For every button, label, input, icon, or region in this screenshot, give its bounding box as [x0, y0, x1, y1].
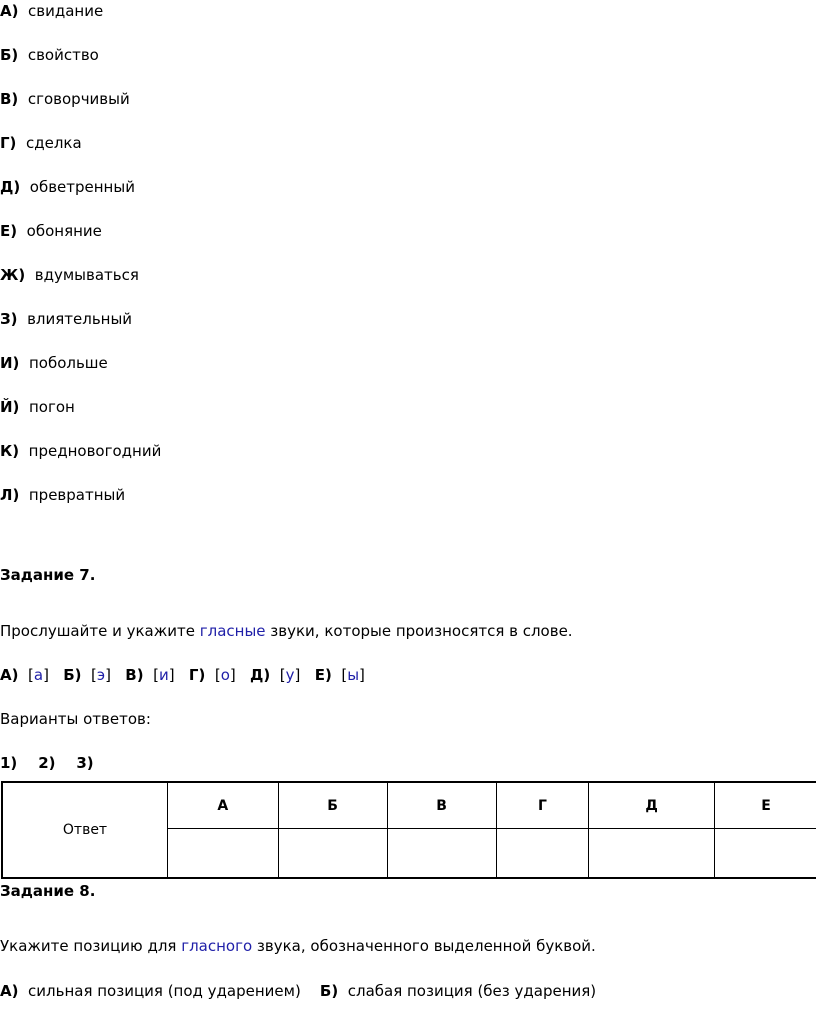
- sound-value[interactable]: у: [285, 666, 295, 684]
- answer-column-header: Д: [589, 782, 715, 829]
- word-letter: В): [0, 90, 19, 108]
- answer-cell[interactable]: [387, 829, 496, 879]
- sound-letter: А): [0, 666, 19, 684]
- word-letter: З): [0, 310, 18, 328]
- variants-label: Варианты ответов:: [0, 710, 151, 728]
- task8-instruction: [0, 937, 596, 955]
- task8-title: Задание 8.: [0, 882, 96, 900]
- word-letter: Й): [0, 398, 20, 416]
- sound-value[interactable]: э: [96, 666, 106, 684]
- word-text: сделка: [25, 134, 82, 152]
- answer-column-header: Е: [715, 782, 816, 829]
- answer-cell[interactable]: [496, 829, 589, 879]
- word-item: [0, 90, 130, 108]
- answer-column-header: Г: [496, 782, 589, 829]
- word-item: [0, 486, 125, 504]
- sound-letter: Е): [314, 666, 332, 684]
- sound-letter: Д): [250, 666, 271, 684]
- task8-instruction-post: звука, обозначенного выделенной буквой.: [252, 937, 596, 955]
- sound-letter: Б): [63, 666, 82, 684]
- word-text: сговорчивый: [27, 90, 130, 108]
- word-item: [0, 266, 139, 284]
- sound-value[interactable]: а: [33, 666, 44, 684]
- answer-table-header-row: [2, 782, 816, 829]
- sound-letter: Г): [188, 666, 206, 684]
- sound-value[interactable]: ы: [347, 666, 360, 684]
- option-letter: Б): [319, 982, 339, 1000]
- answer-column-header: В: [387, 782, 496, 829]
- word-letter: Б): [0, 46, 19, 64]
- word-letter: Г): [0, 134, 17, 152]
- task7-instruction-post: звуки, которые произносятся в слове.: [265, 622, 573, 640]
- sound-letter: В): [125, 666, 144, 684]
- variant-item: 3): [76, 754, 94, 772]
- answer-table: [1, 781, 816, 879]
- word-text: свойство: [27, 46, 99, 64]
- task7-instruction: [0, 622, 573, 640]
- task7-sounds: А) [а] Б) [э] В) [и] Г) [о] Д) [у] Е) [ы]: [0, 666, 365, 684]
- task7-instruction-pre: Прослушайте и укажите: [0, 622, 200, 640]
- word-text: предновогодний: [28, 442, 162, 460]
- word-item: [0, 310, 132, 328]
- option-letter: А): [0, 982, 19, 1000]
- sound-value[interactable]: и: [158, 666, 169, 684]
- word-letter: А): [0, 2, 19, 20]
- word-letter: И): [0, 354, 20, 372]
- answer-cell[interactable]: [278, 829, 387, 879]
- task7-title: Задание 7.: [0, 566, 96, 584]
- word-item: [0, 134, 82, 152]
- word-item: [0, 2, 103, 20]
- word-text: погон: [28, 398, 75, 416]
- task8-instruction-pre: Укажите позицию для: [0, 937, 182, 955]
- word-letter: Е): [0, 222, 18, 240]
- word-text: влиятельный: [27, 310, 133, 328]
- word-letter: Л): [0, 486, 20, 504]
- answer-row-label: Ответ: [2, 782, 168, 878]
- word-text: обоняние: [26, 222, 102, 240]
- word-text: обветренный: [29, 178, 135, 196]
- option-text: слабая позиция (без ударения): [347, 982, 597, 1000]
- word-text: побольше: [28, 354, 108, 372]
- sound-value[interactable]: о: [220, 666, 230, 684]
- variant-item: 1): [0, 754, 18, 772]
- word-letter: Ж): [0, 266, 26, 284]
- option-text: сильная позиция (под ударением): [28, 982, 301, 1000]
- word-item: [0, 178, 135, 196]
- word-item: [0, 398, 75, 416]
- task8-instruction-link[interactable]: гласного: [181, 937, 253, 955]
- answer-cell[interactable]: [715, 829, 816, 879]
- word-item: [0, 442, 161, 460]
- word-text: вдумываться: [34, 266, 139, 284]
- task7-instruction-link[interactable]: гласные: [199, 622, 266, 640]
- word-item: [0, 46, 99, 64]
- word-item: [0, 354, 108, 372]
- answer-cell[interactable]: [168, 829, 279, 879]
- answer-cell[interactable]: [589, 829, 715, 879]
- answer-column-header: Б: [278, 782, 387, 829]
- word-text: свидание: [28, 2, 104, 20]
- word-item: [0, 222, 102, 240]
- variant-item: 2): [38, 754, 56, 772]
- variants-list: [0, 754, 94, 772]
- task8-options: [0, 982, 596, 1000]
- word-text: превратный: [28, 486, 126, 504]
- word-letter: К): [0, 442, 20, 460]
- word-letter: Д): [0, 178, 21, 196]
- answer-column-header: А: [168, 782, 279, 829]
